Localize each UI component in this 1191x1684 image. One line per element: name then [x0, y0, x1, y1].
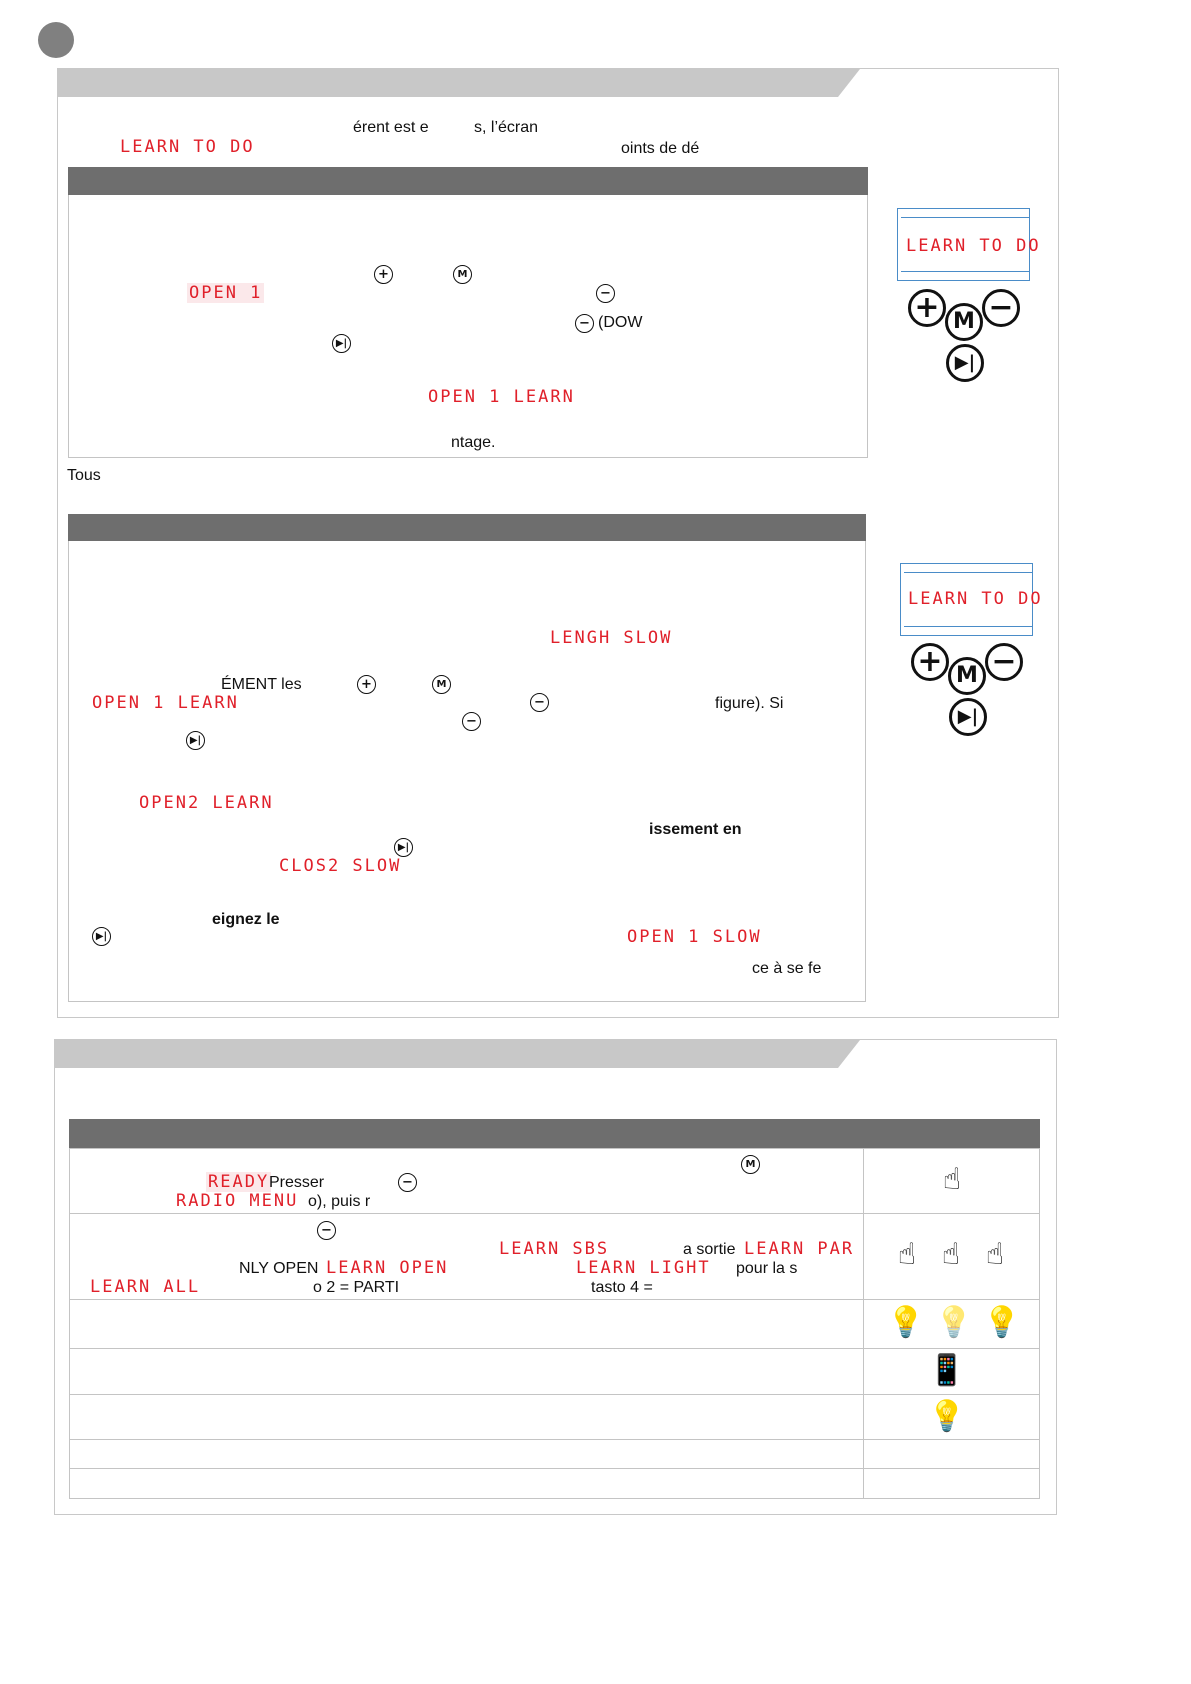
menu-button-icon: M [741, 1155, 760, 1174]
plus-button-icon: + [357, 675, 376, 694]
table2-row-7 [68, 880, 866, 908]
table1-text-montage: ntage. [451, 434, 496, 451]
table2-row-6 [68, 817, 866, 881]
table2-row-9 [68, 956, 866, 1002]
table3-lcd-radio-menu: RADIO MENU [176, 1191, 299, 1211]
table3-row-6-right [863, 1439, 1040, 1469]
minus-button-icon: − [596, 284, 615, 303]
menu-button-icon: M [945, 303, 983, 341]
menu-button-icon: M [948, 657, 986, 695]
table3-lcd-learn-light: LEARN LIGHT [576, 1258, 711, 1278]
table3-header [69, 1119, 1040, 1148]
table3-lcd-learn-open: LEARN OPEN [326, 1258, 449, 1278]
table3-text-nly-open: NLY OPEN [239, 1260, 319, 1277]
table2-lcd-open2-learn: OPEN2 LEARN [139, 793, 274, 813]
bulb-on-icon: 💡 [983, 1305, 1021, 1340]
table2-text-ement: ÉMENT les [221, 676, 302, 693]
minus-button-icon: − [462, 712, 481, 731]
skip-button-icon: ▶| [949, 698, 987, 736]
table1-row-1 [68, 195, 868, 260]
minus-button-icon: − [317, 1221, 336, 1240]
minus-button-icon: − [575, 314, 594, 333]
intro-text-c: oints de dé [621, 140, 700, 157]
remote-control-icon: 📱 [928, 1353, 966, 1388]
table3-text-sortie: a sortie [683, 1241, 736, 1258]
table2-text-eignez: eignez le [212, 911, 280, 928]
table1-header [68, 167, 868, 195]
minus-button-icon: − [985, 643, 1023, 681]
table3-lcd-learn-all: LEARN ALL [90, 1277, 201, 1297]
table3-lcd-ready: READY [208, 1172, 270, 1192]
table3-row-7-left [69, 1468, 864, 1499]
menu-button-icon: M [432, 675, 451, 694]
menu-button-icon: M [453, 265, 472, 284]
table3-text-pour: pour la s [736, 1260, 798, 1277]
skip-button-icon: ▶| [946, 344, 984, 382]
side-display-1-lcd: LEARN TO DO [906, 236, 1041, 256]
bulb-off-icon: 💡 [935, 1305, 973, 1340]
minus-button-icon: − [982, 289, 1020, 327]
table2-lcd-open1-slow: OPEN 1 SLOW [627, 927, 762, 947]
table2-header [68, 514, 866, 541]
table2-lcd-clos2-slow: CLOS2 SLOW [279, 856, 402, 876]
plus-button-icon: + [911, 643, 949, 681]
table3-text-puis: o), puis r [308, 1193, 371, 1210]
table2-text-ferme: ce à se fe [752, 960, 822, 977]
table1-lcd-open1: OPEN 1 [189, 283, 263, 303]
bulb-on-icon: 💡 [887, 1305, 925, 1340]
intro-text-b: s, l’écran [474, 119, 539, 136]
table3-lcd-learn-sbs: LEARN SBS [499, 1239, 610, 1259]
table3-row-5-left [69, 1394, 864, 1440]
skip-button-icon: ▶| [332, 334, 351, 353]
plus-button-icon: + [374, 265, 393, 284]
side-display-2-lcd: LEARN TO DO [908, 589, 1043, 609]
skip-button-icon: ▶| [92, 927, 111, 946]
table1-lcd-open1-learn: OPEN 1 LEARN [428, 387, 575, 407]
skip-button-icon: ▶| [186, 731, 205, 750]
table3-text-presser: Presser [269, 1174, 325, 1191]
press-finger-icon: ☝ [985, 1237, 1005, 1272]
table2-text-issement: issement en [649, 821, 742, 838]
table2-row-3 [68, 623, 866, 669]
table3-text-parti: o 2 = PARTI [313, 1279, 400, 1296]
section-1-header-band [58, 69, 860, 97]
plus-button-icon: + [908, 289, 946, 327]
table3-row-3-left [69, 1299, 864, 1349]
table2-text-figure: figure). Si [715, 695, 784, 712]
table2-row-2 [68, 597, 866, 624]
press-finger-icon: ☝ [942, 1162, 962, 1197]
table3-row-4-left [69, 1348, 864, 1395]
intro-lcd-learn-to-do: LEARN TO DO [120, 137, 255, 157]
table1-text-dow: (DOW [598, 314, 643, 331]
after-table1-text: Tous [67, 467, 101, 484]
table2-row-1 [68, 541, 866, 598]
table3-row-6-left [69, 1439, 864, 1469]
table3-lcd-learn-par: LEARN PAR [744, 1239, 855, 1259]
bulb-on-icon: 💡 [928, 1399, 966, 1434]
table3-row-7-right [863, 1468, 1040, 1499]
intro-text-a: érent est e [353, 119, 429, 136]
minus-button-icon: − [530, 693, 549, 712]
table2-lcd-open1-learn: OPEN 1 LEARN [92, 693, 239, 713]
skip-button-icon: ▶| [394, 838, 413, 857]
press-finger-icon: ☝ [897, 1237, 917, 1272]
table2-lcd-lengh-slow: LENGH SLOW [550, 628, 673, 648]
minus-button-icon: − [398, 1173, 417, 1192]
table3-text-tasto: tasto 4 = [591, 1279, 653, 1296]
section-2-header-band [55, 1040, 860, 1068]
press-finger-icon: ☝ [941, 1237, 961, 1272]
page-marker-dot [38, 22, 74, 58]
